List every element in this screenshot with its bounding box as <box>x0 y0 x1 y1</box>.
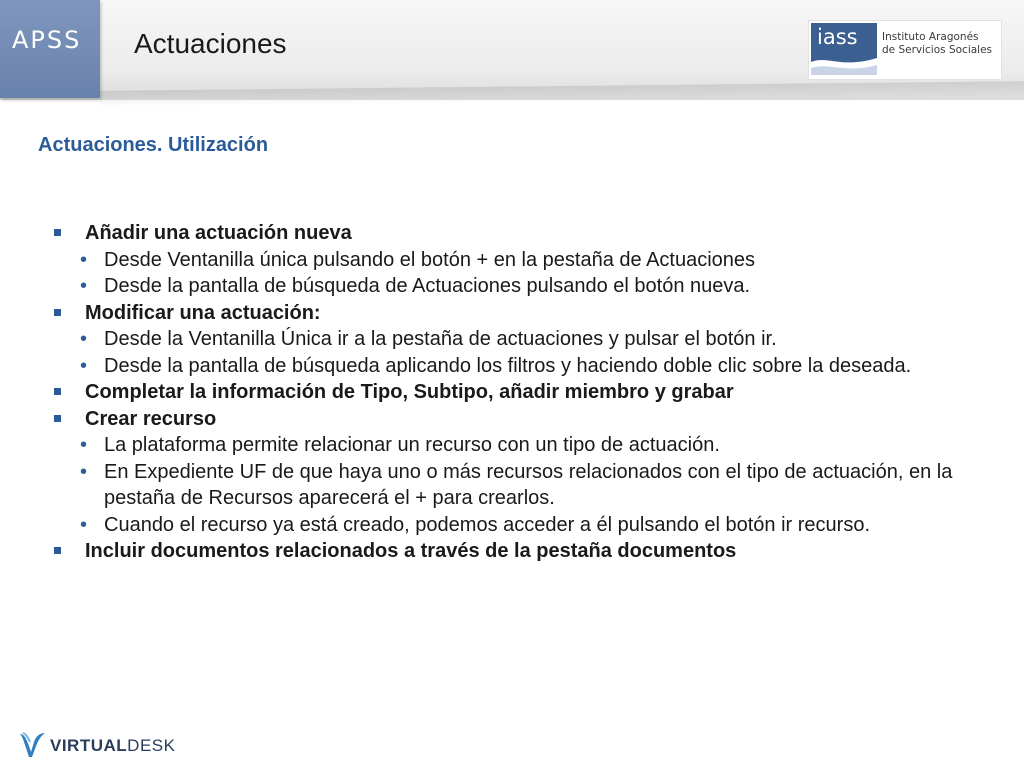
dot-bullet-icon: • <box>80 460 88 483</box>
bullet-item-label: Crear recurso <box>85 407 217 430</box>
sub-bullet-text: Desde la Ventanilla Única ir a la pestaña de actuaciones y pulsar el botón ir. <box>104 328 777 350</box>
square-bullet-icon <box>54 309 61 316</box>
apss-brand-tab <box>0 0 100 98</box>
bullet-item <box>50 300 1000 327</box>
sub-bullet-item <box>50 326 1000 353</box>
iass-wave-icon <box>811 53 877 75</box>
sub-bullet-item <box>50 273 1000 300</box>
section-title: Actuaciones. Utilización <box>38 134 269 156</box>
square-bullet-icon <box>54 415 61 422</box>
bullet-item-label: Incluir documentos relacionados a través de la pestaña documentos <box>85 540 737 562</box>
sub-bullet-text: Desde la pantalla de búsqueda aplicando los filtros y haciendo doble clic sobre la deseada. <box>104 354 912 377</box>
sub-bullet-item <box>50 432 1000 459</box>
sub-bullet-text: En Expediente UF de que haya uno o más recursos relacionados con el tipo de actuación, en la pestaña de Recursos aparecerá el + para crearlos. <box>104 460 953 509</box>
square-bullet-icon <box>54 547 61 554</box>
iass-name-line1: Instituto Aragonés <box>882 31 979 43</box>
bullet-item <box>50 379 1000 406</box>
square-bullet-icon <box>54 229 61 236</box>
bullet-item-label: Completar la información de Tipo, Subtipo, añadir miembro y grabar <box>85 381 734 403</box>
virtualdesk-wordmark-part2: DESK <box>127 736 176 755</box>
sub-bullet-item <box>50 459 1000 512</box>
bullet-list <box>50 220 1000 565</box>
page-title: Actuaciones <box>134 28 287 59</box>
apss-brand-label: APSS <box>12 26 82 54</box>
iass-logo-mark-text: iass <box>817 25 858 49</box>
bullet-item <box>50 220 1000 247</box>
sub-bullet-item <box>50 247 1000 274</box>
sub-bullet-text: Cuando el recurso ya está creado, podemos acceder a él pulsando el botón ir recurso. <box>104 513 871 536</box>
square-bullet-icon <box>54 388 61 395</box>
bullet-item <box>50 538 1000 565</box>
virtualdesk-v-icon <box>18 730 46 758</box>
iass-name-line2: de Servicios Sociales <box>882 44 993 56</box>
virtualdesk-wordmark-part1: VIRTUAL <box>50 736 128 755</box>
sub-bullet-item <box>50 353 1000 380</box>
sub-bullet-text: Desde Ventanilla única pulsando el botón + en la pestaña de Actuaciones <box>104 248 756 271</box>
dot-bullet-icon: • <box>80 354 88 377</box>
sub-bullet-item <box>50 512 1000 539</box>
bullet-item-label: Modificar una actuación: <box>85 301 321 324</box>
sub-bullet-text: La plataforma permite relacionar un recurso con un tipo de actuación. <box>104 434 720 456</box>
dot-bullet-icon: • <box>80 275 88 297</box>
virtualdesk-logo <box>18 730 208 762</box>
bullet-item-label: Añadir una actuación nueva <box>85 222 352 244</box>
dot-bullet-icon: • <box>80 513 88 536</box>
dot-bullet-icon: • <box>80 248 88 271</box>
sub-bullet-text: Desde la pantalla de búsqueda de Actuaciones pulsando el botón nueva. <box>104 275 751 297</box>
dot-bullet-icon: • <box>80 328 88 350</box>
iass-logo-name <box>882 31 1000 57</box>
iass-logo <box>808 20 1002 80</box>
dot-bullet-icon: • <box>80 434 88 456</box>
bullet-item <box>50 406 1000 433</box>
virtualdesk-wordmark <box>50 736 175 756</box>
iass-logo-mark <box>811 23 877 75</box>
